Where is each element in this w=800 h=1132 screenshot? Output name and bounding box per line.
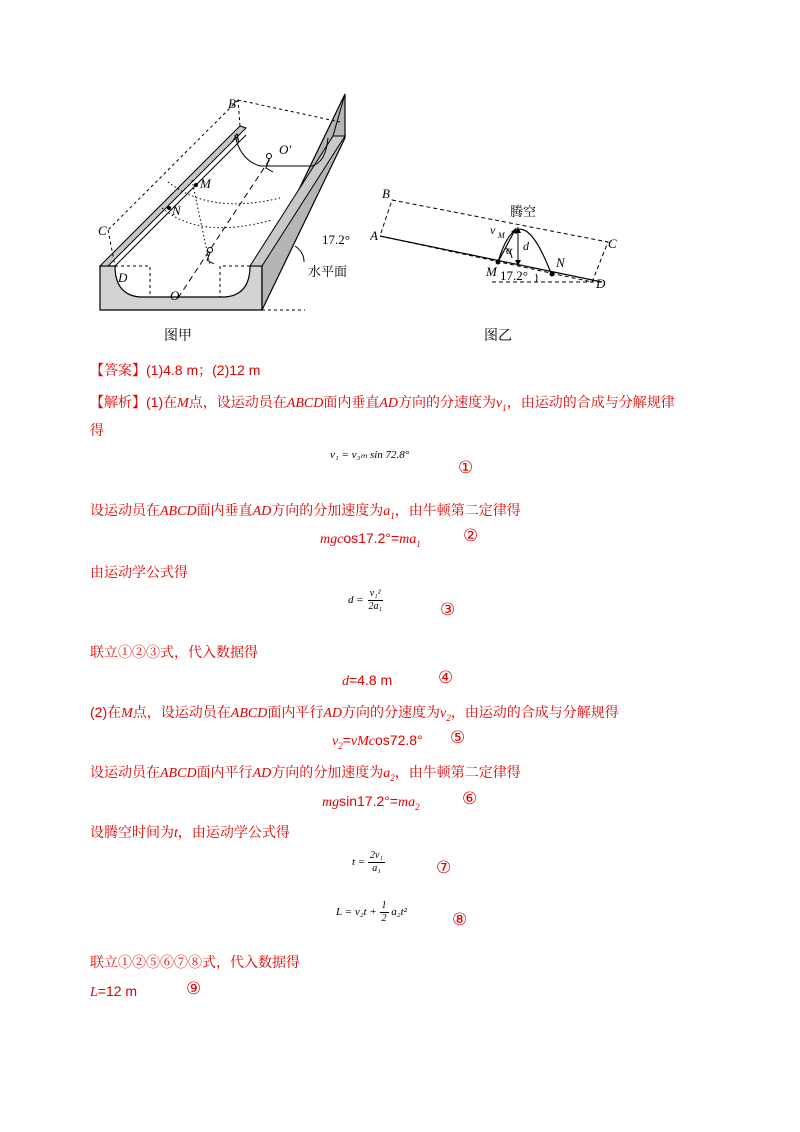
equation-1: v₁ = v₃ₘ sin 72.8° [330, 449, 410, 461]
r-label-M: M [486, 264, 497, 279]
text-span: 设运动员在 [90, 765, 160, 781]
text-span: 设运动员在 [90, 503, 160, 519]
label-C: C [98, 223, 107, 238]
text-span: L [90, 985, 98, 1000]
text-span: M [177, 396, 189, 411]
text-span: 面内平行 [267, 705, 324, 721]
label-N: N [172, 203, 181, 218]
text-span: 方向的分加速度为 [271, 503, 384, 519]
text-span: 点，设运动员在 [132, 705, 231, 721]
text-span: ，由运动的合成与分解规得 [450, 705, 619, 721]
equation-6 [322, 793, 420, 812]
r-label-N: N [556, 255, 565, 270]
r-label-D: D [596, 276, 606, 291]
text-span: mgc [320, 532, 344, 547]
text-span: =4.8 m [349, 672, 393, 688]
analysis-p4: 联立①②③式，代入数据得 [90, 645, 258, 661]
text-span: 1 [390, 510, 395, 521]
text-span: vMc [350, 734, 375, 749]
text-span: 面内垂直 [196, 503, 253, 519]
text-span: t = [352, 856, 366, 869]
r-label-C: C [608, 236, 617, 251]
r-label-angle: 17.2° [500, 268, 528, 283]
label-D: D [118, 270, 128, 285]
text-span: os17.2°= [343, 530, 400, 546]
figure-right-caption: 图乙 [484, 328, 512, 344]
text-span: 1 [416, 538, 421, 549]
text-span: (2)在 [90, 704, 122, 720]
text-span: os72.8° [375, 732, 423, 748]
text-span: v₁² [369, 588, 381, 599]
text-span: ，由牛顿第二定律得 [394, 765, 521, 781]
text-span: ABCD [160, 504, 197, 519]
label-M: M [200, 176, 211, 191]
equation-3 [348, 588, 384, 613]
circle-7: ⑦ [436, 858, 452, 878]
fraction [366, 588, 383, 613]
r-label-vM-sub: M [498, 231, 505, 240]
text-span: 面内平行 [196, 765, 253, 781]
r-label-alpha: α [506, 243, 513, 257]
text-span: 2 [390, 772, 395, 783]
equation-9 [90, 983, 137, 1001]
text-span: 2 [415, 801, 420, 812]
circle-9: ⑨ [186, 979, 202, 999]
text-span: 方向的分速度为 [398, 395, 497, 411]
text-span: t [174, 826, 178, 841]
text-span: 方向的分加速度为 [271, 765, 384, 781]
analysis-p1 [90, 392, 675, 413]
circle-3: ③ [440, 600, 456, 620]
label-horizontal: 水平面 [308, 264, 348, 279]
text-span: 1 [502, 402, 507, 413]
analysis-label: 【解析】 [90, 395, 146, 411]
fraction [368, 850, 385, 875]
analysis-p6 [90, 762, 521, 783]
equation-2 [320, 530, 421, 549]
r-label-A: A [370, 228, 378, 243]
text-span: 2 [338, 740, 343, 751]
label-O: O [170, 288, 180, 303]
text-span: mg [322, 795, 340, 810]
text-span: 2a₁ [368, 601, 382, 612]
r-label-B: B [382, 186, 390, 201]
text-span: AD [252, 504, 272, 519]
text-span: ，由运动学公式得 [177, 825, 290, 841]
analysis-p1-wrap: 得 [90, 423, 104, 439]
r-label-air: 腾空 [510, 204, 537, 219]
r-label-vM: v [490, 223, 496, 237]
answer-text: (1)4.8 m；(2)12 m [146, 362, 261, 378]
analysis-p2 [90, 500, 521, 521]
text-span: 面内垂直 [323, 395, 380, 411]
text-span: ma [398, 795, 416, 810]
text-span: 2v₁ [369, 850, 383, 861]
equation-5 [332, 732, 423, 751]
text-span: =12 m [97, 983, 138, 999]
analysis-p3: 由运动学公式得 [90, 565, 188, 581]
figure-right [370, 180, 630, 300]
text-span: AD [252, 766, 272, 781]
text-span: v [332, 734, 339, 749]
text-span: a [383, 766, 391, 781]
analysis-p8: 联立①②⑤⑥⑦⑧式，代入数据得 [90, 955, 300, 971]
equation-4 [342, 672, 392, 690]
text-span: ABCD [160, 766, 197, 781]
r-label-d: d [523, 239, 529, 253]
equation-7 [352, 850, 385, 875]
analysis-p7 [90, 822, 290, 842]
text-span: L = v₂t + [336, 906, 377, 919]
label-A: A [232, 130, 240, 145]
label-O-prime: O′ [279, 142, 292, 157]
text-span: 2 [446, 712, 451, 723]
text-span: ，由运动的合成与分解规律 [506, 395, 675, 411]
circle-1: ① [458, 458, 474, 478]
circle-2: ② [463, 526, 479, 546]
analysis-p5 [90, 702, 619, 723]
text-span: 2 [381, 913, 387, 924]
text-span: d [342, 674, 349, 689]
label-B: B [228, 96, 236, 111]
text-span: M [121, 706, 133, 721]
circle-8: ⑧ [452, 910, 468, 930]
text-span: ABCD [286, 396, 324, 411]
text-span: 设腾空时间为 [90, 825, 174, 841]
figure-left [90, 90, 380, 350]
answer-label: 【答案】 [90, 363, 146, 379]
text-span: (1)在 [146, 394, 178, 410]
circle-6: ⑥ [462, 789, 478, 809]
text-span: ，由牛顿第二定律得 [394, 503, 521, 519]
text-span: v [496, 396, 503, 411]
text-span: ma [399, 532, 417, 547]
text-span: AD [323, 706, 343, 721]
text-span: a₁ [372, 863, 381, 874]
text-span: a [383, 504, 391, 519]
text-span: 方向的分速度为 [342, 705, 441, 721]
circle-5: ⑤ [450, 728, 466, 748]
label-angle: 17.2° [322, 232, 350, 247]
text-span: d = [348, 594, 364, 607]
equation-8 [336, 900, 407, 925]
text-span: = [342, 732, 351, 748]
figure-left-caption: 图甲 [164, 328, 192, 344]
text-span: AD [379, 396, 399, 411]
text-span: 1 [381, 900, 387, 911]
text-span: a₂t² [391, 906, 407, 919]
text-span: ABCD [230, 706, 268, 721]
text-span: 点，设运动员在 [188, 395, 287, 411]
fraction [380, 900, 389, 925]
answer-line [90, 360, 260, 380]
circle-4: ④ [438, 668, 454, 688]
text-span: sin17.2°= [339, 793, 399, 809]
text-span: v [440, 706, 447, 721]
